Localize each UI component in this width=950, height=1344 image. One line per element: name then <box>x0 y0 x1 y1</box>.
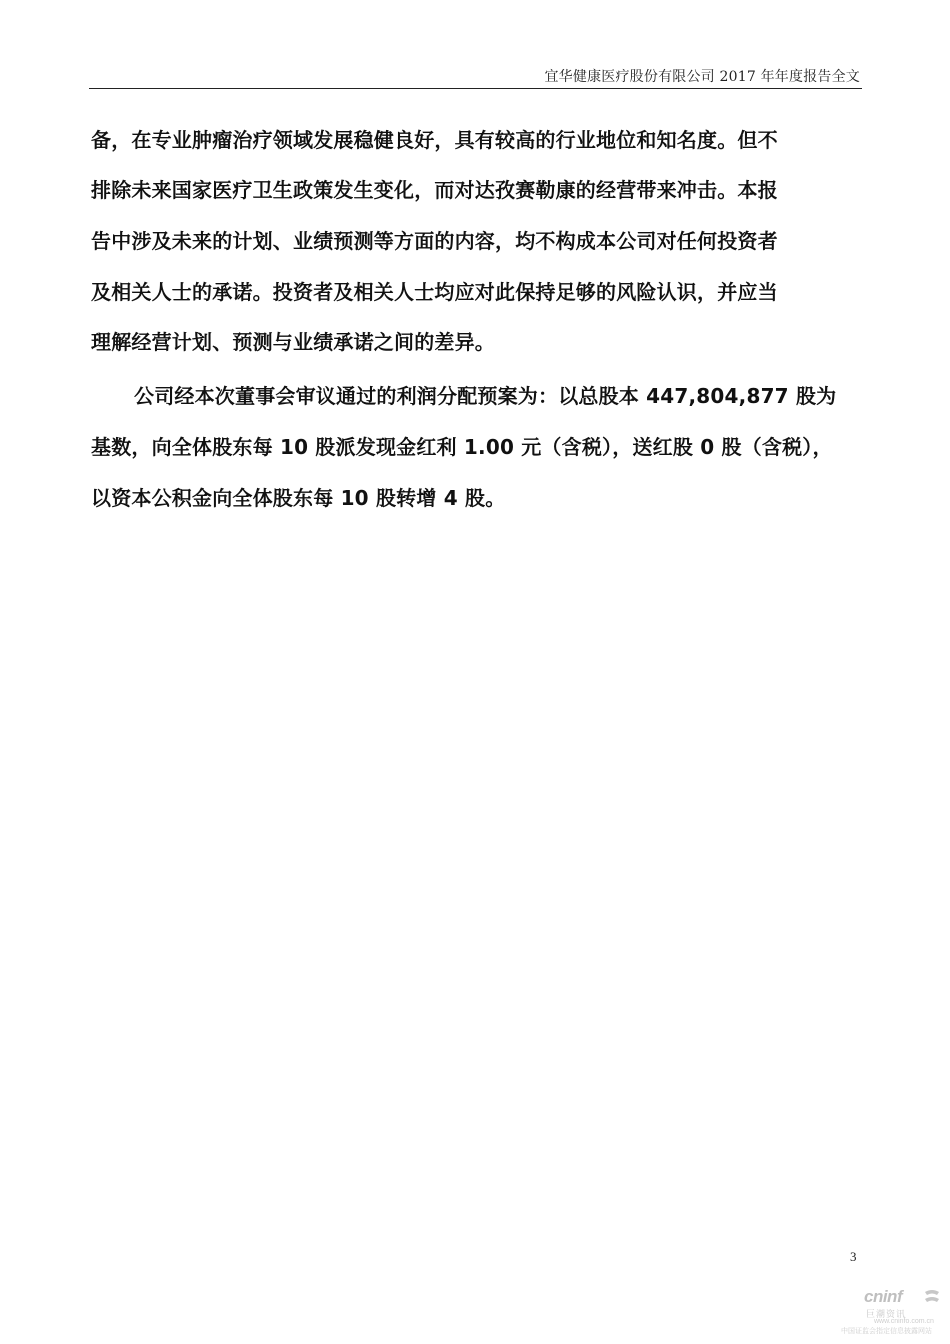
watermark-subtitle: 巨潮资讯 <box>866 1310 907 1320</box>
cninfo-watermark <box>836 1287 946 1337</box>
text-line: 基数，向全体股东每 10 股派发现金红利 1.00 元（含税），送红股 0 股（含税）， <box>91 435 833 459</box>
text-line: 排除未来国家医疗卫生政策发生变化，而对达孜赛勒康的经营带来冲击。本报 <box>91 178 778 202</box>
watermark-url: www.cninfo.com.cn <box>874 1318 934 1325</box>
text-line: 以资本公积金向全体股东每 10 股转增 4 股。 <box>91 486 506 510</box>
watermark-tagline: 中国证监会指定信息披露网站 <box>841 1327 932 1335</box>
text-line: 告中涉及未来的计划、业绩预测等方面的内容，均不构成本公司对任何投资者 <box>91 229 778 253</box>
text-line: 理解经营计划、预测与业绩承诺之间的差异。 <box>91 330 495 354</box>
text-line: 公司经本次董事会审议通过的利润分配预案为：以总股本 447,804,877 股为 <box>134 384 837 408</box>
text-line: 及相关人士的承诺。投资者及相关人士均应对此保持足够的风险认识，并应当 <box>91 280 778 304</box>
header-title: 宜华健康医疗股份有限公司 2017 年年度报告全文 <box>544 69 860 85</box>
watermark-brand: cninf <box>864 1287 903 1306</box>
page-number: 3 <box>850 1249 857 1264</box>
header-divider <box>89 88 862 89</box>
text-line: 备，在专业肿瘤治疗领域发展稳健良好，具有较高的行业地位和知名度。但不 <box>91 128 778 152</box>
cninfo-logo-icon <box>922 1288 942 1306</box>
